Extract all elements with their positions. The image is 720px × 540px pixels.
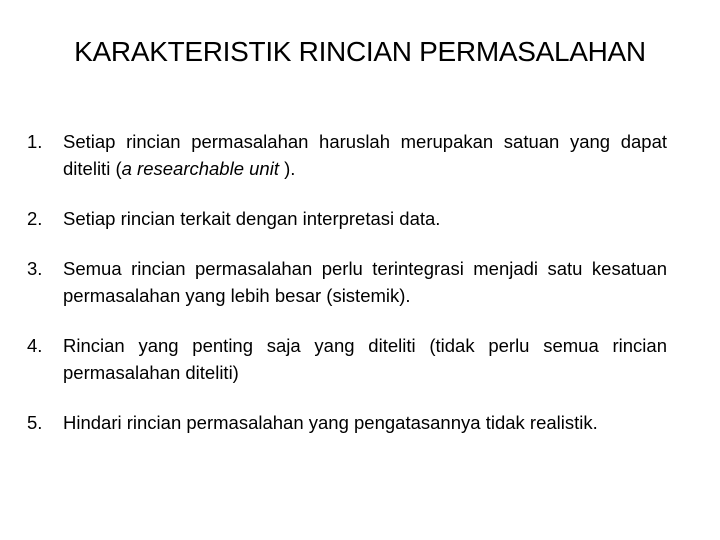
characteristics-list xyxy=(27,128,667,436)
list-item xyxy=(27,409,667,436)
list-item-number: 2. xyxy=(27,208,43,229)
list-item-number: 1. xyxy=(27,131,43,152)
list-item xyxy=(27,128,667,182)
list-item xyxy=(27,255,667,309)
list-item-text: Hindari rincian permasalahan yang pengatasannya tidak realistik. xyxy=(63,412,598,433)
list-item xyxy=(27,205,667,232)
list-item-text-italic: a researchable unit xyxy=(121,158,279,179)
list-item-number: 5. xyxy=(27,412,43,433)
list-item-number: 3. xyxy=(27,258,43,279)
list-item-text xyxy=(63,131,667,179)
list-item-text-tail: ). xyxy=(278,158,296,179)
list-item-text-main: Setiap rincian permasalahan haruslah merupakan satuan yang dapat diteliti ( xyxy=(63,131,667,179)
list-item-text: Setiap rincian terkait dengan interpretasi data. xyxy=(63,208,441,229)
list-item xyxy=(27,332,667,386)
slide-title: KARAKTERISTIK RINCIAN PERMASALAHAN xyxy=(74,36,646,67)
list-item-text: Semua rincian permasalahan perlu terintegrasi menjadi satu kesatuan permasalahan yang lebih besar (sistemik). xyxy=(63,258,667,306)
list-item-text: Rincian yang penting saja yang diteliti (tidak perlu semua rincian permasalahan diteliti) xyxy=(63,335,667,383)
list-item-number: 4. xyxy=(27,335,43,356)
